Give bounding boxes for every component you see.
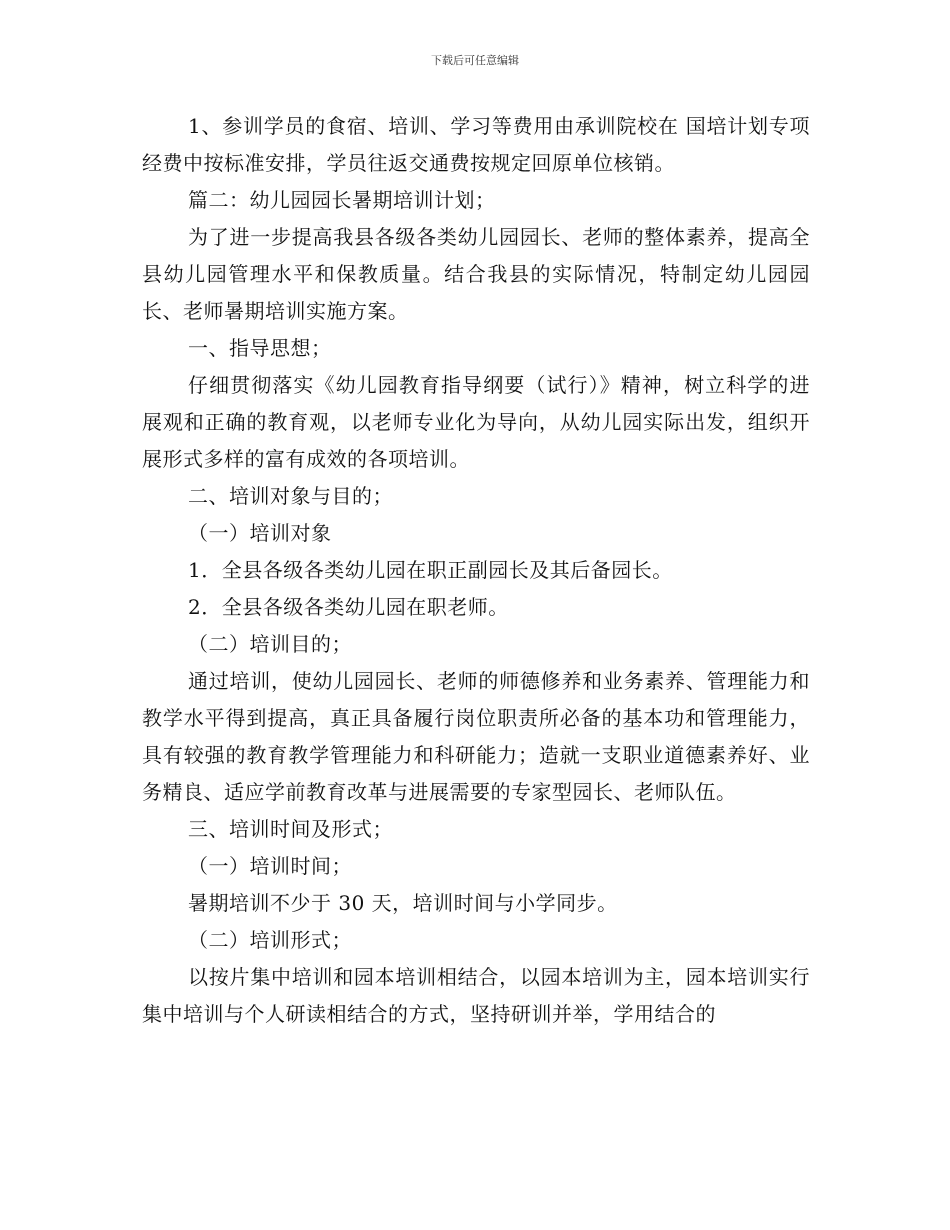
heading-time-and-form: 三、培训时间及形式； [188,817,393,841]
heading-target-and-purpose: 二、培训对象与目的； [188,484,393,508]
subheading-target: （一）培训对象 [188,521,332,545]
paragraph-fees: 1、参训学员的食宿、培训、学习等费用由承训院校在 国培计划专项经费中按标准安排，学员往返交通费按规定回原单位核销。 [142,114,810,175]
paragraph-guiding-ideology: 仔细贯彻落实《幼儿园教育指导纲要（试行）》精神，树立科学的进展观和正确的教育观，以老师专业化为导向，从幼儿园实际出发，组织开展形式多样的富有成效的各项培训。 [142,373,810,471]
subheading-form: （二）培训形式； [188,928,352,952]
section-heading-part-two: 篇二：幼儿园园长暑期培训计划； [188,188,496,212]
paragraph-time: 暑期培训不少于 30 天，培训时间与小学同步。 [188,891,618,915]
list-item-principals: 1．全县各级各类幼儿园在职正副园长及其后备园长。 [188,558,673,582]
paragraph-form: 以按片集中培训和园本培训相结合，以园本培训为主，园本培训实行集中培训与个人研读相结合的方式，坚持研训并举，学用结合的 [142,965,810,1026]
document-body [142,108,810,1033]
page-header: 下载后可任意编辑 [431,54,519,67]
list-item-teachers: 2．全县各级各类幼儿园在职老师。 [188,595,509,619]
paragraph-intro: 为了进一步提高我县各级各类幼儿园园长、老师的整体素养，提高全县幼儿园管理水平和保教质量。结合我县的实际情况，特制定幼儿园园长、老师暑期培训实施方案。 [142,225,810,323]
subheading-purpose: （二）培训目的； [188,632,352,656]
subheading-time: （一）培训时间； [188,854,352,878]
paragraph-purpose: 通过培训，使幼儿园园长、老师的师德修养和业务素养、管理能力和教学水平得到提高，真正具备履行岗位职责所必备的基本功和管理能力，具有较强的教育教学管理能力和科研能力；造就一支职业道德素养好、业务精良、适应学前教育改革与进展需要的专家型园长、老师队伍。 [142,669,810,804]
heading-guiding-ideology: 一、指导思想； [188,336,332,360]
